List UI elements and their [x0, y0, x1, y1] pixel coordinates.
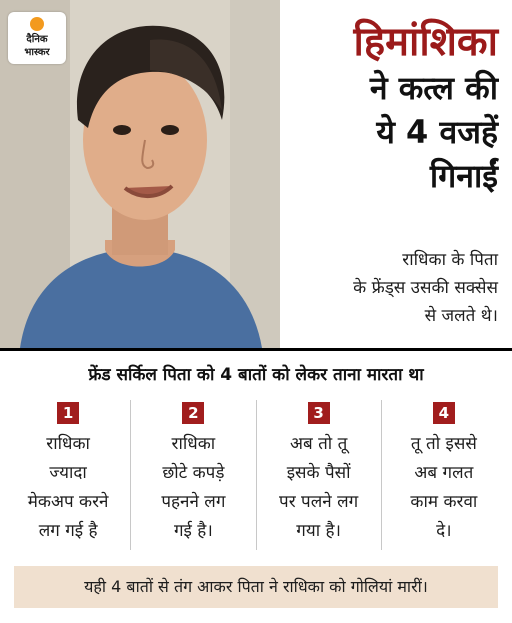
reason-text: अब तो तू इसके पैसों पर पलने लग गया है।: [279, 434, 359, 541]
reason-text: राधिका ज्यादा मेकअप करने लग गई है: [27, 434, 109, 541]
reason-item: [130, 400, 255, 550]
reason-item: [6, 400, 130, 550]
footer-banner: [14, 566, 498, 608]
headline-line-3: ये 4 वजहें: [376, 113, 498, 151]
reason-number-badge: 2: [182, 402, 204, 424]
subheadline: राधिका के पिता के फ्रेंड्स उसकी सक्सेस से जलते थे।: [353, 250, 498, 326]
section-divider: [0, 348, 512, 351]
reason-number-badge: 1: [57, 402, 79, 424]
reason-number-badge: 4: [433, 402, 455, 424]
reason-item: [381, 400, 506, 550]
headline-line-2: ने कत्ल की: [369, 69, 498, 107]
headline-line-4: गिनाईं: [429, 157, 498, 195]
portrait-photo: [0, 0, 280, 348]
headline: [278, 18, 498, 198]
headline-name: हिमांशिका: [353, 19, 498, 65]
reason-text: राधिका छोटे कपड़े पहनने लग गई है।: [161, 434, 226, 541]
reason-number-badge: 3: [308, 402, 330, 424]
reason-text: तू तो इससे अब गलत काम करवा दे।: [410, 434, 478, 541]
sun-icon: [30, 17, 44, 31]
footer-text: यही 4 बातों से तंग आकर पिता ने राधिका को गोलियां मारीं।: [84, 577, 428, 596]
reasons-list: [6, 400, 506, 550]
dainik-bhaskar-logo: दैनिक भास्कर: [8, 12, 66, 64]
reason-item: [256, 400, 381, 550]
section-title: फ्रेंड सर्किल पिता को 4 बातों को लेकर ताना मारता था: [88, 365, 424, 385]
